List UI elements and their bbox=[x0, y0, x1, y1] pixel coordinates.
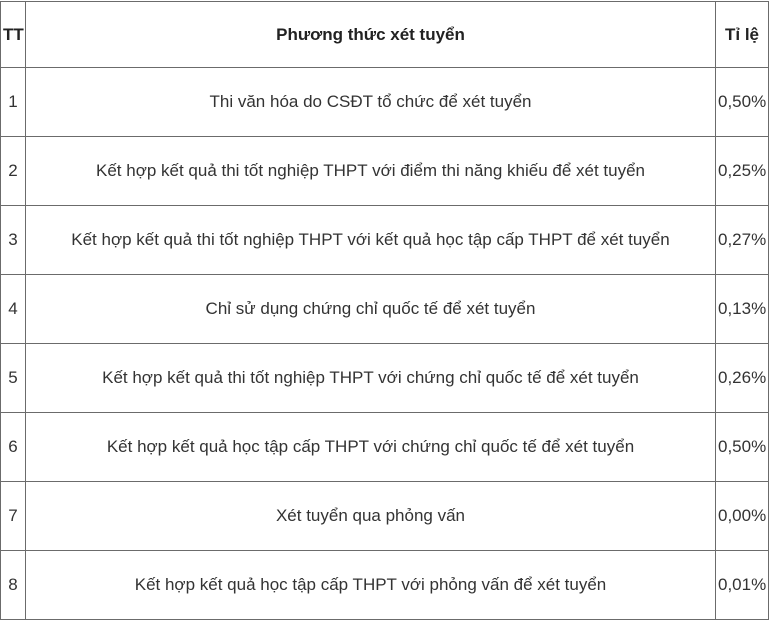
method-cell: Thi văn hóa do CSĐT tổ chức để xét tuyển bbox=[26, 68, 716, 137]
table-row bbox=[1, 68, 769, 137]
method-cell: Kết hợp kết quả học tập cấp THPT với phỏng vấn để xét tuyển bbox=[26, 551, 716, 620]
table-row bbox=[1, 482, 769, 551]
rate-cell: 0,27% bbox=[716, 206, 769, 275]
header-cell-method: Phương thức xét tuyển bbox=[26, 2, 716, 68]
rate-cell: 0,13% bbox=[716, 275, 769, 344]
admission-methods-table bbox=[0, 1, 769, 620]
header-cell-rate: Tỉ lệ bbox=[716, 2, 769, 68]
row-number-cell: 3 bbox=[1, 206, 26, 275]
rate-cell: 0,50% bbox=[716, 413, 769, 482]
table-row bbox=[1, 413, 769, 482]
rate-cell: 0,25% bbox=[716, 137, 769, 206]
row-number-cell: 7 bbox=[1, 482, 26, 551]
method-cell: Kết hợp kết quả học tập cấp THPT với chứng chỉ quốc tế để xét tuyển bbox=[26, 413, 716, 482]
row-number-cell: 4 bbox=[1, 275, 26, 344]
table-header-row bbox=[1, 2, 769, 68]
method-cell: Kết hợp kết quả thi tốt nghiệp THPT với điểm thi năng khiếu để xét tuyển bbox=[26, 137, 716, 206]
table-row bbox=[1, 344, 769, 413]
table-row bbox=[1, 275, 769, 344]
row-number-cell: 2 bbox=[1, 137, 26, 206]
method-cell: Kết hợp kết quả thi tốt nghiệp THPT với kết quả học tập cấp THPT để xét tuyển bbox=[26, 206, 716, 275]
rate-cell: 0,00% bbox=[716, 482, 769, 551]
rate-cell: 0,50% bbox=[716, 68, 769, 137]
row-number-cell: 8 bbox=[1, 551, 26, 620]
row-number-cell: 6 bbox=[1, 413, 26, 482]
rate-cell: 0,01% bbox=[716, 551, 769, 620]
method-cell: Chỉ sử dụng chứng chỉ quốc tế để xét tuyển bbox=[26, 275, 716, 344]
table-row bbox=[1, 206, 769, 275]
rate-cell: 0,26% bbox=[716, 344, 769, 413]
method-cell: Kết hợp kết quả thi tốt nghiệp THPT với chứng chỉ quốc tế để xét tuyển bbox=[26, 344, 716, 413]
row-number-cell: 1 bbox=[1, 68, 26, 137]
table-row bbox=[1, 137, 769, 206]
method-cell: Xét tuyển qua phỏng vấn bbox=[26, 482, 716, 551]
header-cell-tt: TT bbox=[1, 2, 26, 68]
table-row bbox=[1, 551, 769, 620]
row-number-cell: 5 bbox=[1, 344, 26, 413]
